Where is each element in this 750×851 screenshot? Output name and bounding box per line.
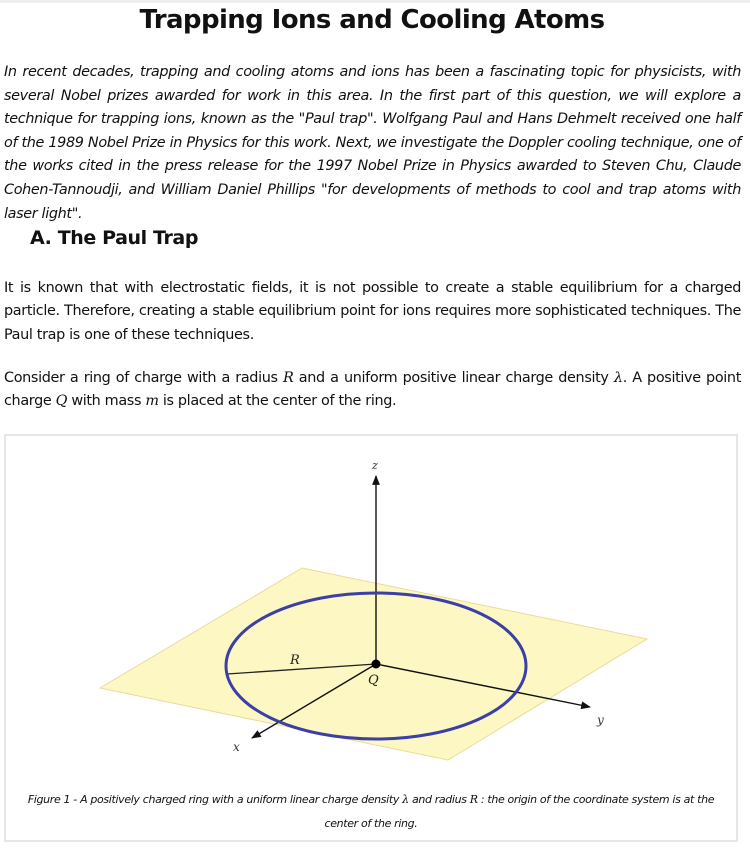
section-heading: A. The Paul Trap [30,227,199,249]
label-R: R [290,653,300,668]
math-R: R [469,793,478,806]
math-lambda: λ [613,370,623,386]
ring-diagram [6,436,736,786]
math-m: m [145,393,159,410]
math-Q: Q [55,393,68,410]
paragraph-electrostatic: It is known that with electrostatic fields, it is not possible to create a stable equilibrium for a charged particle. Therefore, creating a stable equilibrium point for ions requires more sophisticated techniques. The Paul trap is one of these techniques. [4,280,741,343]
text-fragment: is placed at the center of the ring. [158,393,397,410]
text-fragment: and radius [408,793,470,806]
text-fragment: Figure 1 - A positively charged ring with a uniform linear charge density [27,793,403,806]
text-fragment: . A positive point charge [4,370,741,410]
text-fragment: with mass [67,393,146,410]
math-R: R [282,370,294,386]
label-y: y [597,713,604,727]
figure-caption [14,788,728,836]
text-fragment: : the origin of the coordinate system is at the center of the ring. [324,793,715,830]
math-lambda: λ [402,793,409,806]
label-Q: Q [368,673,379,688]
figure-1 [4,434,738,842]
intro-paragraph: In recent decades, trapping and cooling atoms and ions has been a fascinating topic for physicists, with several Nobel prizes awarded for work in this area. In the first part of this question, we will explore a technique for trapping ions, known as the "Paul trap". Wolfgang Paul and Hans Dehmelt received one half of the 1989 Nobel Prize in Physics for this work. Next, we investigate the Doppler cooling technique, one of the works cited in the press release for the 1997 Nobel Prize in Physics awarded to Steven Chu, Claude Cohen-Tannoudji, and William Daniel Phillips "for developments of methods to cool and trap atoms with laser light". [4,64,741,222]
text-fragment: and a uniform positive linear charge density [293,370,614,386]
paragraph-ring-setup [4,367,741,414]
point-charge-Q [372,660,381,669]
text-fragment: Consider a ring of charge with a radius [4,370,283,386]
label-x: x [233,740,240,754]
label-z: z [372,459,378,472]
page-title: Trapping Ions and Cooling Atoms [139,5,605,35]
